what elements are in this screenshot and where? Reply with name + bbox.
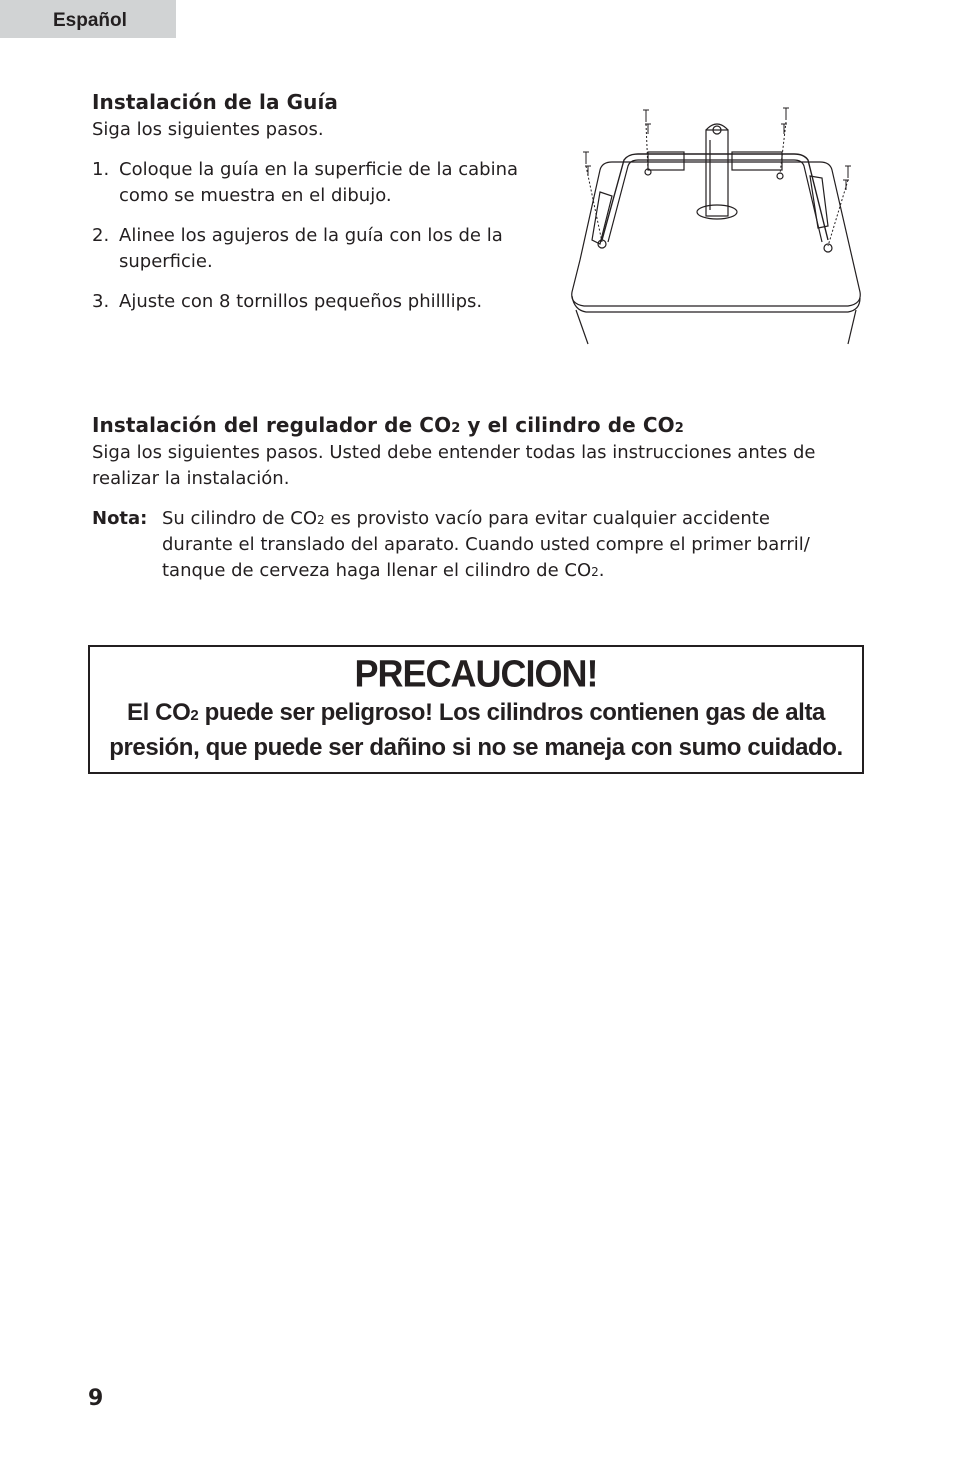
caution-box	[88, 645, 864, 774]
title-part: y el cilindro de CO	[460, 413, 675, 437]
caution-title: PRECAUCION!	[354, 651, 598, 695]
subscript: 2	[591, 565, 599, 579]
note-text: .	[598, 560, 605, 581]
language-tab-label: Español	[53, 10, 127, 31]
note-label: Nota:	[92, 508, 148, 529]
subscript: 2	[451, 421, 461, 436]
step-text: Alinee los agujeros de la guía con los de la	[119, 225, 503, 246]
caution-text: puede ser peligroso! Los cilindros contienen gas de alta	[198, 699, 825, 726]
section-title-regulator	[92, 413, 684, 437]
subscript: 2	[674, 421, 684, 436]
step-number: 2.	[92, 225, 110, 246]
section-intro-guide: Siga los siguientes pasos.	[92, 119, 324, 140]
caution-line	[90, 699, 862, 727]
note-line: durante el translado del aparato. Cuando usted compre el primer barril/	[162, 534, 810, 555]
step-text: Ajuste con 8 tornillos pequeños philllips.	[119, 291, 483, 312]
section-intro-line: realizar la instalación.	[92, 468, 290, 489]
note-line	[162, 506, 770, 533]
step-number: 1.	[92, 159, 110, 180]
guide-installation-illustration	[566, 100, 866, 350]
subscript: 2	[190, 707, 199, 724]
section-intro-line: Siga los siguientes pasos. Usted debe entender todas las instrucciones antes de	[92, 442, 816, 463]
note-text: es provisto vacío para evitar cualquier accidente	[324, 508, 770, 529]
page-number: 9	[88, 1386, 104, 1411]
note-text: tanque de cerveza haga llenar el cilindro de CO	[162, 560, 592, 581]
step-text: superficie.	[119, 251, 213, 272]
caution-line: presión, que puede ser dañino si no se maneja con sumo cuidado.	[109, 734, 843, 761]
caution-text: El CO	[127, 699, 191, 726]
note-text: Su cilindro de CO	[162, 508, 317, 529]
step-text: Coloque la guía en la superficie de la cabina	[119, 159, 519, 180]
language-tab	[0, 0, 176, 38]
step-text: como se muestra en el dibujo.	[119, 185, 392, 206]
step-number: 3.	[92, 291, 110, 312]
title-part: Instalación del regulador de CO	[92, 413, 452, 437]
section-title-guide: Instalación de la Guía	[92, 90, 339, 114]
subscript: 2	[317, 513, 325, 527]
note-line	[162, 558, 605, 585]
